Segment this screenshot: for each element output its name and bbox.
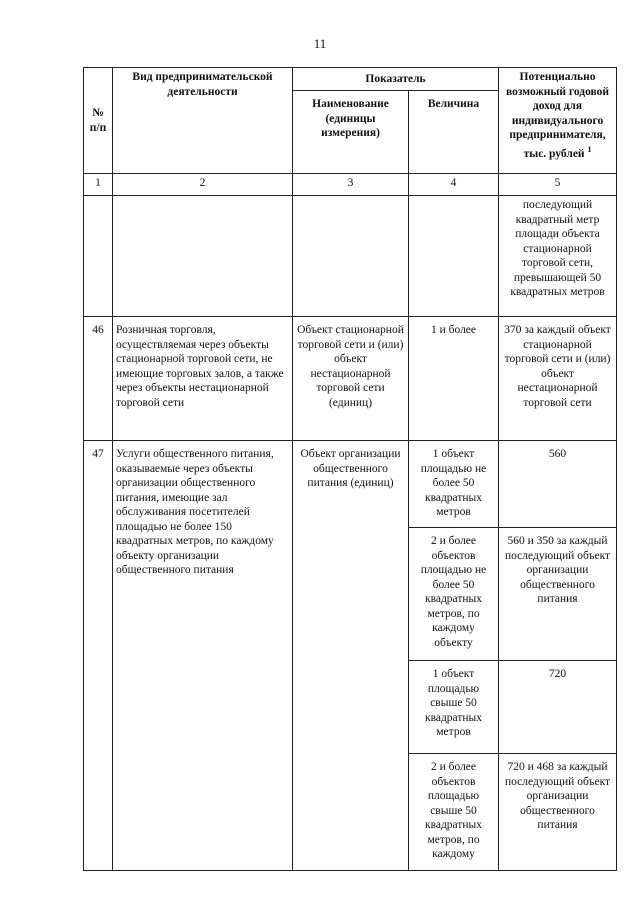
page-number: 11	[313, 36, 327, 51]
column-number: 3	[293, 174, 409, 196]
cell-income: 370 за каждый объект стационарной торговой сети и (или) объект нестационарной торговой сети	[499, 317, 617, 441]
header-income	[499, 68, 617, 174]
table-row	[84, 196, 617, 317]
column-number: 5	[499, 174, 617, 196]
cell-num: 47	[84, 441, 113, 871]
header-row	[84, 68, 617, 91]
document-table	[83, 67, 617, 871]
cell-name: Объект организации общественного питания (единиц)	[293, 441, 409, 871]
cell-value: 1 объект площадью не более 50 квадратных метров	[409, 441, 499, 528]
header-income-text: Потенциально возможный годовой доход для индивидуального предпринимателя, тыс. рублей	[505, 71, 610, 160]
cell-income: 720	[499, 661, 617, 754]
header-value: Величина	[409, 91, 499, 174]
cell-activity: Розничная торговля, осуществляемая через объекты стационарной торговой сети, не имеющие торговых залов, а также через объекты нестационарной торговой сети	[113, 317, 293, 441]
column-number: 2	[113, 174, 293, 196]
header-num: № п/п	[84, 68, 113, 174]
header-activity: Вид предпринимательской деятельности	[113, 68, 293, 174]
header-name: Наименование (единицы измерения)	[293, 91, 409, 174]
cell-activity	[113, 196, 293, 317]
cell-num	[84, 196, 113, 317]
cell-activity: Услуги общественного питания, оказываемые через объекты организации общественного питания, имеющие зал обслуживания посетителей площадью не более 150 квадратных метров, по каждому объекту организации общественного питания	[113, 441, 293, 871]
cell-income: 720 и 468 за каждый последующий объект организации общественного питания	[499, 754, 617, 871]
table-row	[84, 441, 617, 528]
column-number: 1	[84, 174, 113, 196]
cell-value: 2 и более объектов площадью не более 50 квадратных метров, по каждому объекту	[409, 528, 499, 661]
table-row	[84, 317, 617, 441]
cell-value	[409, 196, 499, 317]
cell-value: 1 объект площадью свыше 50 квадратных метров	[409, 661, 499, 754]
footnote-marker: 1	[587, 144, 592, 154]
column-number: 4	[409, 174, 499, 196]
cell-name: Объект стационарной торговой сети и (или) объект нестационарной торговой сети (единиц)	[293, 317, 409, 441]
cell-income: последующий квадратный метр площади объекта стационарной торговой сети, превышающей 50 квадратных метров	[499, 196, 617, 317]
column-numbers-row	[84, 174, 617, 196]
header-indicator: Показатель	[293, 68, 499, 91]
cell-income: 560	[499, 441, 617, 528]
cell-num: 46	[84, 317, 113, 441]
cell-value: 2 и более объектов площадью свыше 50 квадратных метров, по каждому	[409, 754, 499, 871]
cell-value: 1 и более	[409, 317, 499, 441]
cell-income: 560 и 350 за каждый последующий объект организации общественного питания	[499, 528, 617, 661]
cell-name	[293, 196, 409, 317]
